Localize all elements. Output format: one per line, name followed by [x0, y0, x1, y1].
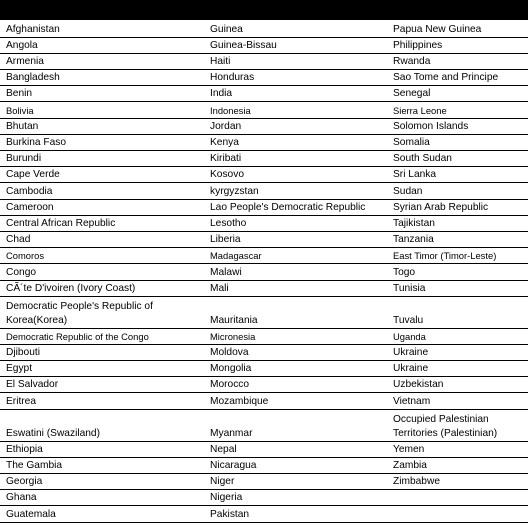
table-row	[0, 457, 528, 473]
table-cell: Ukraine	[387, 361, 528, 377]
table-cell: Senegal	[387, 86, 528, 102]
table-cell: Yemen	[387, 441, 528, 457]
table-cell: Tunisia	[387, 280, 528, 296]
table-row	[0, 441, 528, 457]
table-row	[0, 215, 528, 231]
table-cell: Uganda	[387, 328, 528, 344]
table-cell: Armenia	[0, 53, 204, 69]
table-row	[0, 377, 528, 393]
table-row	[0, 280, 528, 296]
table-row	[0, 70, 528, 86]
table-cell: Bhutan	[0, 118, 204, 134]
table-cell: Mozambique	[204, 393, 387, 409]
countries-table-body	[0, 21, 528, 522]
table-cell: Niger	[204, 474, 387, 490]
table-cell: South Sudan	[387, 151, 528, 167]
table-row	[0, 151, 528, 167]
table-cell: Mali	[204, 280, 387, 296]
table-cell: Malawi	[204, 264, 387, 280]
table-header-bar	[0, 0, 528, 20]
table-cell: Burkina Faso	[0, 134, 204, 150]
table-cell: Uzbekistan	[387, 377, 528, 393]
table-cell: El Salvador	[0, 377, 204, 393]
table-cell	[387, 490, 528, 506]
table-cell: Syrian Arab Republic	[387, 199, 528, 215]
table-cell: Ghana	[0, 490, 204, 506]
table-cell: Egypt	[0, 361, 204, 377]
table-cell: Burundi	[0, 151, 204, 167]
table-cell: Democratic People's Republic of Korea(Korea)	[0, 296, 204, 328]
table-cell: Djibouti	[0, 344, 204, 360]
table-cell: Sierra Leone	[387, 102, 528, 118]
table-cell: Nigeria	[204, 490, 387, 506]
table-cell: kyrgyzstan	[204, 183, 387, 199]
table-cell: Zambia	[387, 457, 528, 473]
table-row	[0, 328, 528, 344]
table-cell: Jordan	[204, 118, 387, 134]
countries-table	[0, 21, 528, 523]
table-cell: Benin	[0, 86, 204, 102]
table-row	[0, 37, 528, 53]
table-cell: Togo	[387, 264, 528, 280]
table-row	[0, 490, 528, 506]
table-cell: Moldova	[204, 344, 387, 360]
table-cell: Mauritania	[204, 296, 387, 328]
table-cell: Solomon Islands	[387, 118, 528, 134]
table-cell: Bolivia	[0, 102, 204, 118]
table-row	[0, 409, 528, 441]
table-cell: Mongolia	[204, 361, 387, 377]
table-cell: Sri Lanka	[387, 167, 528, 183]
table-cell: Nicaragua	[204, 457, 387, 473]
table-cell: Central African Republic	[0, 215, 204, 231]
table-cell: CÃ´te D'ivoiren (Ivory Coast)	[0, 280, 204, 296]
table-cell: Cambodia	[0, 183, 204, 199]
table-cell: Pakistan	[204, 506, 387, 522]
table-cell: Indonesia	[204, 102, 387, 118]
table-cell: Tuvalu	[387, 296, 528, 328]
table-cell: Zimbabwe	[387, 474, 528, 490]
table-row	[0, 393, 528, 409]
table-cell: Afghanistan	[0, 21, 204, 37]
table-cell: Occupied Palestinian Territories (Palestinian)	[387, 409, 528, 441]
table-row	[0, 344, 528, 360]
table-cell: East Timor (Timor-Leste)	[387, 248, 528, 264]
table-cell: Haiti	[204, 53, 387, 69]
table-cell: Somalia	[387, 134, 528, 150]
table-cell: Morocco	[204, 377, 387, 393]
table-cell: Philippines	[387, 37, 528, 53]
table-row	[0, 296, 528, 328]
table-cell: Chad	[0, 231, 204, 247]
table-row	[0, 361, 528, 377]
table-cell: Micronesia	[204, 328, 387, 344]
table-cell: Cameroon	[0, 199, 204, 215]
table-cell: Honduras	[204, 70, 387, 86]
table-cell: Georgia	[0, 474, 204, 490]
table-cell: India	[204, 86, 387, 102]
table-cell: Ukraine	[387, 344, 528, 360]
table-cell: Eswatini (Swaziland)	[0, 409, 204, 441]
table-cell: Kiribati	[204, 151, 387, 167]
table-cell: Kenya	[204, 134, 387, 150]
table-cell: Guinea-Bissau	[204, 37, 387, 53]
table-cell: Sudan	[387, 183, 528, 199]
table-cell: Guatemala	[0, 506, 204, 522]
table-cell: The Gambia	[0, 457, 204, 473]
table-cell: Myanmar	[204, 409, 387, 441]
table-cell: Eritrea	[0, 393, 204, 409]
table-cell: Angola	[0, 37, 204, 53]
table-row	[0, 118, 528, 134]
table-row	[0, 167, 528, 183]
table-cell: Madagascar	[204, 248, 387, 264]
table-row	[0, 231, 528, 247]
table-cell: Ethiopia	[0, 441, 204, 457]
table-cell: Bangladesh	[0, 70, 204, 86]
table-cell: Comoros	[0, 248, 204, 264]
table-row	[0, 183, 528, 199]
table-row	[0, 264, 528, 280]
table-cell: Rwanda	[387, 53, 528, 69]
table-row	[0, 199, 528, 215]
table-row	[0, 248, 528, 264]
table-cell	[387, 506, 528, 522]
table-cell: Cape Verde	[0, 167, 204, 183]
table-cell: Sao Tome and Principe	[387, 70, 528, 86]
table-row	[0, 86, 528, 102]
table-cell: Tanzania	[387, 231, 528, 247]
table-row	[0, 474, 528, 490]
table-cell: Vietnam	[387, 393, 528, 409]
table-cell: Guinea	[204, 21, 387, 37]
table-row	[0, 21, 528, 37]
table-row	[0, 506, 528, 522]
table-cell: Congo	[0, 264, 204, 280]
table-cell: Lesotho	[204, 215, 387, 231]
table-cell: Papua New Guinea	[387, 21, 528, 37]
table-cell: Nepal	[204, 441, 387, 457]
table-row	[0, 102, 528, 118]
table-cell: Tajikistan	[387, 215, 528, 231]
table-row	[0, 134, 528, 150]
table-cell: Lao People's Democratic Republic	[204, 199, 387, 215]
table-row	[0, 53, 528, 69]
table-cell: Kosovo	[204, 167, 387, 183]
table-cell: Democratic Republic of the Congo	[0, 328, 204, 344]
table-cell: Liberia	[204, 231, 387, 247]
